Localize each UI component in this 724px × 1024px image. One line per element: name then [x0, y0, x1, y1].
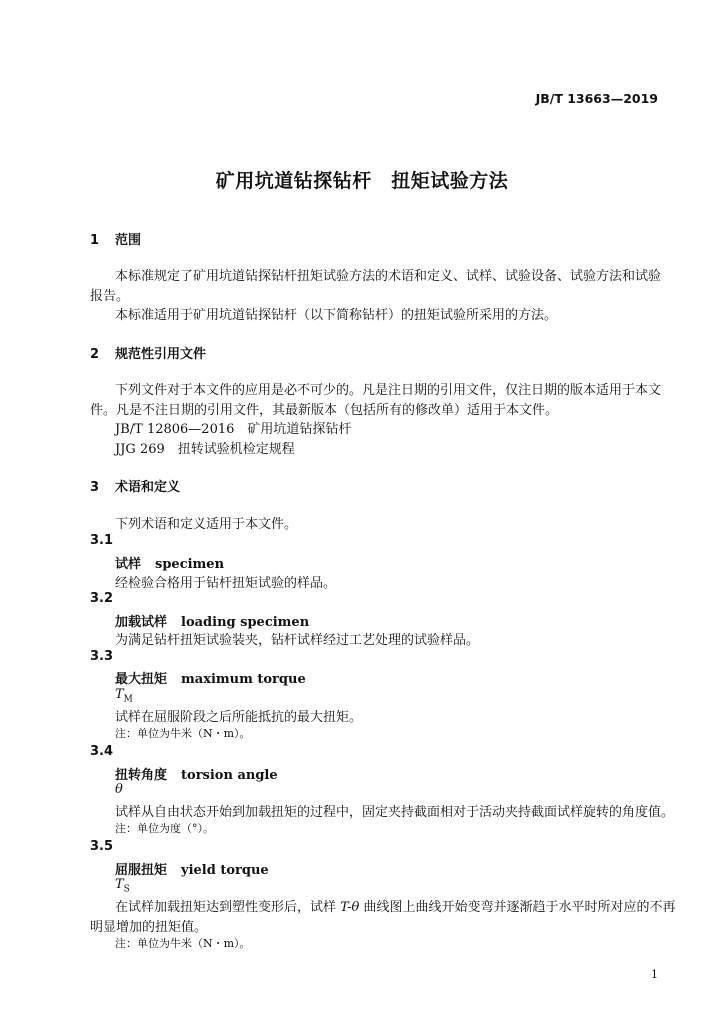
normative-reference: JJG 269 扭转试验机检定规程 [115, 442, 295, 457]
term-en: specimen [155, 557, 225, 572]
term-symbol: θ [115, 782, 123, 797]
term-entry [115, 764, 278, 783]
term-number: 3.5 [90, 839, 114, 854]
term-entry [115, 859, 269, 878]
term-zh: 扭转角度 [115, 768, 168, 783]
term-number: 3.2 [90, 591, 114, 606]
term-note: 注：单位为牛米（N・m）。 [115, 937, 251, 950]
paragraph-line: 本标准适用于矿用坑道钻探钻杆（以下简称钻杆）的扭矩试验所采用的方法。 [115, 308, 558, 323]
paragraph-line: 下列术语和定义适用于本文件。 [115, 517, 298, 532]
term-zh: 最大扭矩 [115, 672, 168, 687]
section-number: 1 [90, 233, 100, 248]
section-1-heading [90, 229, 141, 248]
term-definition: 经检验合格用于钻杆扭矩试验的样品。 [115, 576, 337, 591]
normative-reference: JB/T 12806—2016 矿用坑道钻探钻杆 [115, 422, 352, 437]
document-title: 矿用坑道钻探钻杆 扭矩试验方法 [215, 170, 509, 192]
section-title: 规范性引用文件 [115, 347, 207, 362]
term-number: 3.1 [90, 533, 114, 548]
term-en: torsion angle [181, 768, 278, 783]
term-zh: 试样 [115, 557, 142, 572]
section-title: 术语和定义 [115, 480, 181, 495]
term-symbol: $T_M$ [115, 687, 133, 705]
term-definition: 试样在屈服阶段之后所能抵抗的最大扭矩。 [115, 710, 363, 725]
term-en: maximum torque [181, 672, 306, 687]
term-zh: 加载试样 [115, 615, 168, 630]
section-title: 范围 [115, 233, 142, 248]
term-entry [115, 611, 309, 630]
term-definition: 为满足钻杆扭矩试验装夹，钻杆试样经过工艺处理的试验样品。 [115, 633, 480, 648]
term-note: 注：单位为牛米（N・m）。 [115, 727, 251, 740]
term-definition: 在试样加载扭矩达到塑性变形后，试样 T-θ 曲线图上曲线开始变弯并逐渐趋于水平时所对应的不再 [115, 900, 676, 915]
term-symbol: $T_S$ [115, 877, 130, 895]
term-definition: 试样从自由状态开始到加载扭矩的过程中，固定夹持截面相对于活动夹持截面试样旋转的角度值。 [115, 805, 675, 820]
standard-number: JB/T 13663—2019 [535, 91, 658, 106]
section-2-heading [90, 343, 206, 362]
term-number: 3.4 [90, 744, 114, 759]
term-entry [115, 553, 224, 572]
term-note: 注：单位为度（°）。 [115, 822, 214, 835]
term-entry [115, 668, 306, 687]
term-en: yield torque [181, 863, 269, 878]
term-zh: 屈服扭矩 [115, 863, 168, 878]
paragraph-line: 本标准规定了矿用坑道钻探钻杆扭矩试验方法的术语和定义、试样、试验设备、试验方法和试验 [115, 269, 662, 284]
term-definition-continued: 明显增加的扭矩值。 [90, 920, 208, 935]
term-en: loading specimen [181, 615, 310, 630]
paragraph-line: 下列文件对于本文件的应用是必不可少的。凡是注日期的引用文件，仅注日期的版本适用于本文 [115, 383, 662, 398]
paragraph-line: 报告。 [90, 289, 130, 304]
page-number: 1 [651, 968, 658, 981]
section-number: 2 [90, 347, 100, 362]
section-number: 3 [90, 480, 100, 495]
section-3-heading [90, 476, 180, 495]
paragraph-line: 件。凡是不注日期的引用文件，其最新版本（包括所有的修改单）适用于本文件。 [90, 403, 559, 418]
term-number: 3.3 [90, 649, 114, 664]
